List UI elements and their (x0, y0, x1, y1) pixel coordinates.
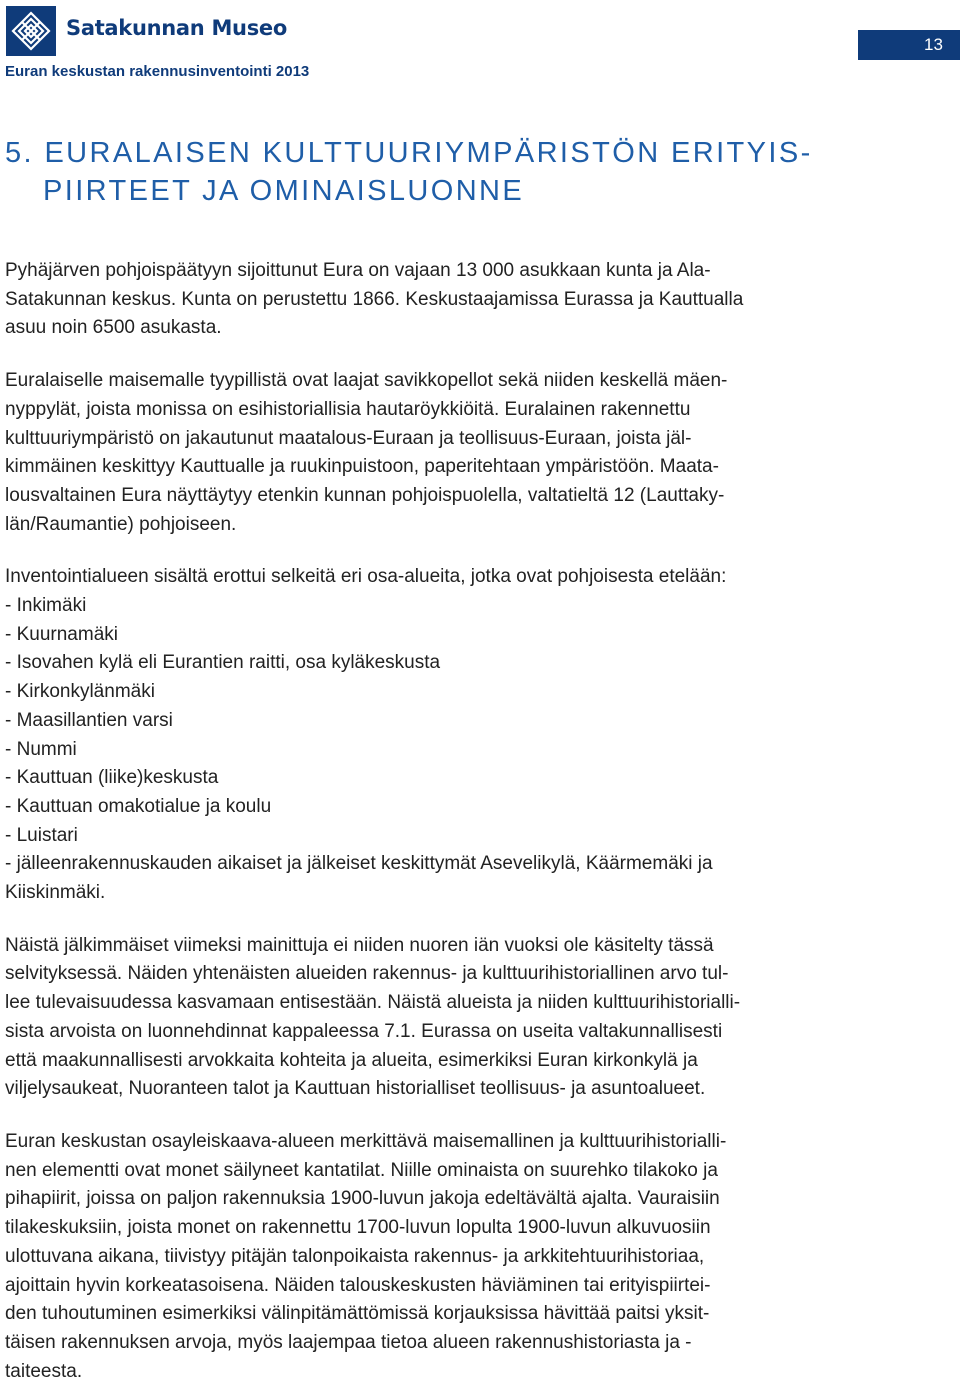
text-line: Euralaiselle maisemalle tyypillistä ovat laajat savikkopellot sekä niiden keskellä mäen- (5, 370, 728, 392)
chapter-heading-line-2: PIIRTEET JA OMINAISLUONNE (43, 175, 525, 207)
paragraph-5 (5, 1128, 950, 1386)
paragraph-2 (5, 367, 950, 539)
text-line: lee tulevaisuudessa kasvamaan entisestään. Näistä alueista ja niiden kulttuurihistorialli- (5, 992, 741, 1014)
text-line: Pyhäjärven pohjoispäätyyn sijoittunut Eura on vajaan 13 000 asukkaan kunta ja Ala- (5, 260, 711, 281)
page-header (0, 0, 960, 90)
text-line: kimmäinen keskittyy Kauttualle ja ruukinpuistoon, paperitehtaan ympäristöön. Maata- (5, 456, 719, 478)
list-item: - Kirkonkylänmäki (5, 681, 155, 703)
list-item: - Inkimäki (5, 595, 87, 617)
text-line: sista arvoista on luonnehdinnat kappaleessa 7.1. Eurassa on useita valtakunnallisesti (5, 1020, 723, 1042)
text-line: nyppylät, joista monissa on esihistoriallisia hautaröykkiöitä. Euralainen rakennettu (5, 398, 691, 420)
list-item: - Luistari (5, 824, 78, 846)
paragraph-4 (5, 932, 950, 1104)
text-line: Inventointialueen sisältä erottui selkeitä eri osa-alueita, jotka ovat pohjoisesta etelään: (5, 566, 727, 588)
chapter-heading (5, 134, 905, 210)
text-line: ajoittain hyvin korkeatasoisena. Näiden talouskeskusten häviäminen tai erityispiirtei- (5, 1274, 711, 1296)
text-line: asuu noin 6500 asukasta. (5, 317, 222, 339)
text-line: taiteesta. (5, 1360, 83, 1382)
text-line: lousvaltainen Eura näyttäytyy etenkin kunnan pohjoispuolella, valtatieltä 12 (Lauttaky- (5, 484, 725, 506)
list-item: Kiiskinmäki. (5, 882, 106, 904)
paragraph-3-area-list (5, 563, 950, 907)
chapter-heading-line-1: 5. EURALAISEN KULTTUURIYMPÄRISTÖN ERITYIS- (5, 137, 813, 169)
text-line: Euran keskustan osayleiskaava-alueen merkittävä maisemallinen ja kulttuurihistorialli- (5, 1130, 727, 1152)
text-line: den tuhoutuminen esimerkiksi välinpitämättömissä korjauksissa hävittää paitsi yksit- (5, 1303, 710, 1325)
text-line: täisen rakennuksen arvoja, myös laajempaa tietoa alueen rakennushistoriasta ja - (5, 1331, 692, 1353)
list-item: - Kauttuan (liike)keskusta (5, 767, 219, 789)
body-text (5, 257, 950, 1386)
list-item: - jälleenrakennuskauden aikaiset ja jälkeiset keskittymät Asevelikylä, Käärmemäki ja (5, 853, 713, 875)
list-item: - Kuurnamäki (5, 623, 118, 645)
museum-name: Satakunnan Museo (66, 16, 287, 40)
paragraph-1 (5, 257, 950, 343)
text-line: pihapiirit, joissa on paljon rakennuksia 1900-luvun jakoja edeltävältä ajalta. Vauraisiin (5, 1188, 720, 1210)
text-line: Satakunnan keskus. Kunta on perustettu 1866. Keskustaajamissa Eurassa ja Kauttualla (5, 288, 744, 310)
text-line: tilakeskuksiin, joista monet on rakennettu 1700-luvun lopulta 1900-luvun alkuvuosiin (5, 1217, 711, 1239)
text-line: län/Raumantie) pohjoiseen. (5, 513, 237, 535)
list-item: - Kauttuan omakotialue ja koulu (5, 795, 272, 817)
document-subtitle: Euran keskustan rakennusinventointi 2013 (5, 63, 310, 80)
text-line: selvityksessä. Näiden yhtenäisten alueiden rakennus- ja kulttuurihistoriallinen arvo tul- (5, 963, 729, 985)
text-line: nen elementti ovat monet säilyneet kantatilat. Niille ominaista on suurehko tilakoko ja (5, 1159, 718, 1181)
text-line: viljelysaukeat, Nuoranteen talot ja Kauttuan historialliset teollisuus- ja asuntoalueet. (5, 1078, 706, 1100)
text-line: Näistä jälkimmäiset viimeksi mainittuja ei niiden nuoren iän vuoksi ole käsitelty tässä (5, 934, 714, 956)
list-item: - Nummi (5, 738, 77, 760)
list-item: - Maasillantien varsi (5, 709, 173, 731)
text-line: että maakunnallisesti arvokkaita kohteita ja alueita, esimerkiksi Euran kirkonkylä ja (5, 1049, 698, 1071)
list-item: - Isovahen kylä eli Eurantien raitti, osa kyläkeskusta (5, 652, 441, 674)
page-number: 13 (858, 30, 960, 60)
text-line: ulottuvana aikana, tiivistyy pitäjän talonpoikaista rakennus- ja arkkitehtuurihistoriaa, (5, 1245, 705, 1267)
text-line: kulttuuriympäristö on jakautunut maatalous-Euraan ja teollisuus-Euraan, joista jäl- (5, 427, 692, 449)
museum-logo-icon (6, 6, 56, 56)
